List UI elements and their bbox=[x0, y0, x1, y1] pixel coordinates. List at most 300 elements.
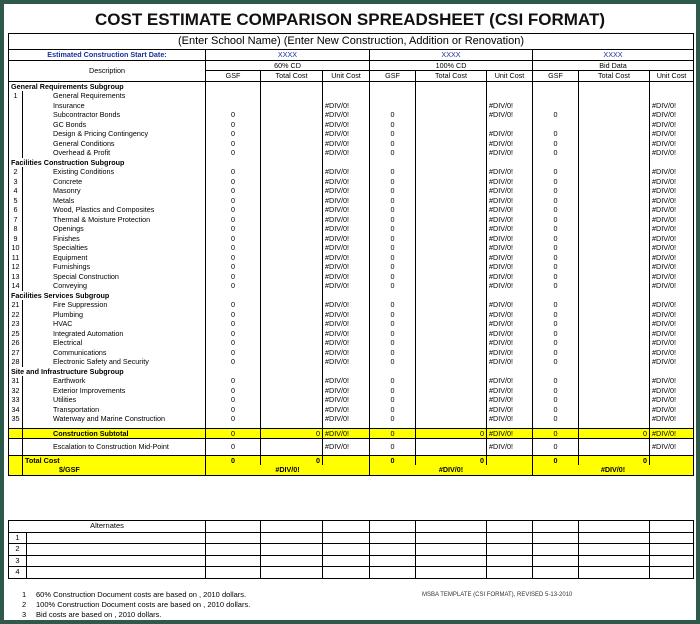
gsf-cell[interactable]: 0 bbox=[533, 148, 579, 158]
gsf-cell[interactable]: 0 bbox=[206, 262, 261, 272]
total-cost-cell[interactable] bbox=[416, 405, 487, 415]
total-cost-cell[interactable] bbox=[261, 139, 323, 149]
gsf-cell[interactable]: 0 bbox=[206, 186, 261, 196]
gsf-cell[interactable]: 0 bbox=[206, 348, 261, 358]
total-cost-cell[interactable] bbox=[579, 129, 650, 139]
unit-cost-cell[interactable]: #DIV/0! bbox=[487, 310, 533, 320]
alternate-cell[interactable] bbox=[650, 532, 694, 544]
total-cost-cell[interactable] bbox=[261, 414, 323, 424]
alternate-cell[interactable] bbox=[261, 544, 323, 556]
gsf-cell[interactable]: 0 bbox=[370, 262, 416, 272]
total-cost-cell[interactable] bbox=[416, 196, 487, 206]
unit-cost-cell[interactable]: #DIV/0! bbox=[487, 405, 533, 415]
gsf-cell[interactable]: 0 bbox=[370, 205, 416, 215]
total-cost-cell[interactable] bbox=[416, 414, 487, 424]
unit-cost-cell[interactable]: #DIV/0! bbox=[650, 428, 694, 439]
alternate-cell[interactable] bbox=[206, 532, 261, 544]
gsf-cell[interactable]: 0 bbox=[533, 281, 579, 291]
unit-cost-cell[interactable]: #DIV/0! bbox=[650, 395, 694, 405]
total-cost-cell[interactable] bbox=[579, 319, 650, 329]
total-cost-cell[interactable] bbox=[416, 395, 487, 405]
total-cost-cell[interactable] bbox=[416, 148, 487, 158]
gsf-cell[interactable]: 0 bbox=[533, 329, 579, 339]
gsf-cell[interactable] bbox=[533, 101, 579, 111]
gsf-cell[interactable]: 0 bbox=[206, 310, 261, 320]
unit-cost-cell[interactable]: #DIV/0! bbox=[650, 234, 694, 244]
gsf-cell[interactable] bbox=[370, 101, 416, 111]
unit-cost-cell[interactable]: #DIV/0! bbox=[323, 253, 370, 263]
total-cost-cell[interactable] bbox=[579, 348, 650, 358]
gsf-cell[interactable]: 0 bbox=[370, 224, 416, 234]
unit-cost-cell[interactable]: #DIV/0! bbox=[650, 338, 694, 348]
total-cost-cell[interactable] bbox=[579, 300, 650, 310]
gsf-cell[interactable]: 0 bbox=[370, 405, 416, 415]
total-cost-cell[interactable] bbox=[416, 120, 487, 130]
total-cost-cell[interactable] bbox=[416, 129, 487, 139]
unit-cost-cell[interactable]: #DIV/0! bbox=[487, 139, 533, 149]
unit-cost-cell[interactable]: #DIV/0! bbox=[650, 262, 694, 272]
alternate-cell[interactable] bbox=[206, 567, 261, 579]
gsf-cell[interactable]: 0 bbox=[533, 310, 579, 320]
gsf-cell[interactable]: 0 bbox=[206, 253, 261, 263]
unit-cost-cell[interactable]: #DIV/0! bbox=[323, 281, 370, 291]
alternate-cell[interactable] bbox=[27, 532, 206, 544]
unit-cost-cell[interactable] bbox=[323, 91, 370, 101]
gsf-cell[interactable]: 0 bbox=[206, 405, 261, 415]
total-cost-cell[interactable] bbox=[261, 110, 323, 120]
alternate-cell[interactable] bbox=[487, 532, 533, 544]
gsf-cell[interactable]: 0 bbox=[206, 376, 261, 386]
gsf-cell[interactable]: 0 bbox=[206, 300, 261, 310]
gsf-cell[interactable]: 0 bbox=[206, 386, 261, 396]
gsf-cell[interactable] bbox=[206, 91, 261, 101]
unit-cost-cell[interactable]: #DIV/0! bbox=[487, 395, 533, 405]
total-cost-cell[interactable] bbox=[579, 386, 650, 396]
total-cost-cell[interactable] bbox=[579, 357, 650, 367]
unit-cost-cell[interactable]: #DIV/0! bbox=[650, 253, 694, 263]
total-cost-cell[interactable] bbox=[579, 310, 650, 320]
unit-cost-cell[interactable]: #DIV/0! bbox=[487, 243, 533, 253]
unit-cost-cell[interactable]: #DIV/0! bbox=[323, 414, 370, 424]
unit-cost-cell[interactable]: #DIV/0! bbox=[323, 148, 370, 158]
total-cost-cell[interactable] bbox=[579, 329, 650, 339]
gsf-cell[interactable]: 0 bbox=[533, 139, 579, 149]
alternate-cell[interactable] bbox=[533, 555, 579, 567]
total-cost-cell[interactable] bbox=[579, 167, 650, 177]
unit-cost-cell[interactable]: #DIV/0! bbox=[650, 281, 694, 291]
gsf-cell[interactable]: 0 bbox=[370, 148, 416, 158]
unit-cost-cell[interactable]: #DIV/0! bbox=[650, 101, 694, 111]
unit-cost-cell[interactable]: #DIV/0! bbox=[650, 272, 694, 282]
alternate-cell[interactable] bbox=[261, 555, 323, 567]
unit-cost-cell[interactable]: #DIV/0! bbox=[487, 262, 533, 272]
gsf-cell[interactable]: 0 bbox=[533, 338, 579, 348]
gsf-cell[interactable]: 0 bbox=[533, 405, 579, 415]
unit-cost-cell[interactable]: #DIV/0! bbox=[650, 177, 694, 187]
gsf-cell[interactable]: 0 bbox=[206, 329, 261, 339]
alternate-cell[interactable] bbox=[323, 532, 370, 544]
alternate-cell[interactable] bbox=[27, 544, 206, 556]
unit-cost-cell[interactable]: #DIV/0! bbox=[323, 234, 370, 244]
alternate-cell[interactable] bbox=[650, 544, 694, 556]
total-cost-cell[interactable] bbox=[416, 262, 487, 272]
total-cost-cell[interactable] bbox=[261, 253, 323, 263]
gsf-cell[interactable]: 0 bbox=[206, 243, 261, 253]
total-cost-cell[interactable] bbox=[261, 300, 323, 310]
total-cost-cell[interactable] bbox=[261, 101, 323, 111]
unit-cost-cell[interactable]: #DIV/0! bbox=[323, 376, 370, 386]
unit-cost-cell[interactable]: #DIV/0! bbox=[487, 148, 533, 158]
unit-cost-cell[interactable]: #DIV/0! bbox=[323, 272, 370, 282]
total-cost-cell[interactable] bbox=[416, 139, 487, 149]
total-cost-cell[interactable] bbox=[416, 338, 487, 348]
alternate-cell[interactable] bbox=[416, 555, 487, 567]
unit-cost-cell[interactable]: #DIV/0! bbox=[650, 376, 694, 386]
unit-cost-cell[interactable]: #DIV/0! bbox=[650, 215, 694, 225]
unit-cost-cell[interactable]: #DIV/0! bbox=[323, 139, 370, 149]
total-cost-cell[interactable] bbox=[261, 262, 323, 272]
unit-cost-cell[interactable]: #DIV/0! bbox=[650, 386, 694, 396]
gsf-cell[interactable]: 0 bbox=[206, 139, 261, 149]
unit-cost-cell[interactable] bbox=[487, 91, 533, 101]
unit-cost-cell[interactable]: #DIV/0! bbox=[650, 329, 694, 339]
gsf-cell[interactable]: 0 bbox=[206, 272, 261, 282]
gsf-cell[interactable]: 0 bbox=[206, 196, 261, 206]
unit-cost-cell[interactable]: #DIV/0! bbox=[487, 329, 533, 339]
total-cost-cell[interactable] bbox=[579, 110, 650, 120]
gsf-cell[interactable]: 0 bbox=[206, 215, 261, 225]
gsf-cell[interactable]: 0 bbox=[370, 357, 416, 367]
unit-cost-cell[interactable]: #DIV/0! bbox=[487, 196, 533, 206]
total-cost-cell[interactable] bbox=[261, 120, 323, 130]
gsf-cell[interactable]: 0 bbox=[533, 224, 579, 234]
total-cost-cell[interactable] bbox=[416, 300, 487, 310]
unit-cost-cell[interactable]: #DIV/0! bbox=[323, 310, 370, 320]
alternate-cell[interactable] bbox=[370, 567, 416, 579]
unit-cost-cell[interactable]: #DIV/0! bbox=[487, 376, 533, 386]
alternate-cell[interactable] bbox=[27, 567, 206, 579]
total-cost-cell[interactable] bbox=[416, 386, 487, 396]
total-cost-cell[interactable] bbox=[416, 234, 487, 244]
gsf-cell[interactable] bbox=[206, 101, 261, 111]
total-cost-cell[interactable] bbox=[579, 281, 650, 291]
alternate-cell[interactable] bbox=[533, 532, 579, 544]
gsf-cell[interactable]: 0 bbox=[533, 272, 579, 282]
unit-cost-cell[interactable]: #DIV/0! bbox=[323, 243, 370, 253]
gsf-cell[interactable]: 0 bbox=[370, 395, 416, 405]
total-cost-cell[interactable] bbox=[416, 205, 487, 215]
total-cost-cell[interactable] bbox=[261, 395, 323, 405]
alternate-cell[interactable] bbox=[27, 555, 206, 567]
total-cost-cell[interactable] bbox=[579, 196, 650, 206]
unit-cost-cell[interactable]: #DIV/0! bbox=[487, 224, 533, 234]
gsf-cell[interactable]: 0 bbox=[533, 177, 579, 187]
unit-cost-cell[interactable]: #DIV/0! bbox=[323, 428, 370, 439]
unit-cost-cell[interactable]: #DIV/0! bbox=[650, 129, 694, 139]
gsf-cell[interactable] bbox=[370, 91, 416, 101]
unit-cost-cell[interactable]: #DIV/0! bbox=[650, 348, 694, 358]
gsf-cell[interactable]: 0 bbox=[206, 110, 261, 120]
alternate-cell[interactable] bbox=[579, 532, 650, 544]
alternate-cell[interactable] bbox=[533, 544, 579, 556]
gsf-cell[interactable]: 0 bbox=[370, 428, 416, 439]
gsf-cell[interactable]: 0 bbox=[370, 329, 416, 339]
gsf-cell[interactable]: 0 bbox=[533, 319, 579, 329]
gsf-cell[interactable]: 0 bbox=[206, 224, 261, 234]
unit-cost-cell[interactable]: #DIV/0! bbox=[323, 357, 370, 367]
unit-cost-cell[interactable]: #DIV/0! bbox=[487, 129, 533, 139]
alternate-cell[interactable] bbox=[579, 555, 650, 567]
unit-cost-cell[interactable]: #DIV/0! bbox=[650, 110, 694, 120]
unit-cost-cell[interactable]: #DIV/0! bbox=[487, 414, 533, 424]
gsf-cell[interactable]: 0 bbox=[370, 120, 416, 130]
total-cost-cell[interactable] bbox=[261, 281, 323, 291]
total-cost-cell[interactable] bbox=[416, 357, 487, 367]
unit-cost-cell[interactable]: #DIV/0! bbox=[323, 215, 370, 225]
gsf-cell[interactable]: 0 bbox=[206, 319, 261, 329]
total-cost-cell[interactable] bbox=[416, 110, 487, 120]
total-cost-cell[interactable] bbox=[416, 224, 487, 234]
gsf-cell[interactable]: 0 bbox=[533, 215, 579, 225]
gsf-cell[interactable]: 0 bbox=[533, 442, 579, 452]
gsf-cell[interactable]: 0 bbox=[533, 300, 579, 310]
alternate-cell[interactable] bbox=[487, 567, 533, 579]
gsf-cell[interactable]: 0 bbox=[370, 196, 416, 206]
alternate-cell[interactable] bbox=[206, 544, 261, 556]
total-cost-cell[interactable]: 0 bbox=[579, 428, 650, 439]
unit-cost-cell[interactable]: #DIV/0! bbox=[487, 177, 533, 187]
unit-cost-cell[interactable]: #DIV/0! bbox=[487, 215, 533, 225]
total-cost-cell[interactable] bbox=[416, 177, 487, 187]
alternate-cell[interactable] bbox=[261, 567, 323, 579]
group-date[interactable]: XXXX bbox=[533, 50, 694, 61]
gsf-cell[interactable]: 0 bbox=[533, 395, 579, 405]
total-cost-cell[interactable] bbox=[579, 177, 650, 187]
total-cost-cell[interactable] bbox=[261, 186, 323, 196]
total-cost-cell[interactable] bbox=[416, 101, 487, 111]
total-cost-cell[interactable] bbox=[416, 215, 487, 225]
total-cost-cell[interactable] bbox=[416, 348, 487, 358]
gsf-cell[interactable]: 0 bbox=[370, 167, 416, 177]
total-cost-cell[interactable] bbox=[416, 272, 487, 282]
total-cost-cell[interactable] bbox=[416, 91, 487, 101]
unit-cost-cell[interactable]: #DIV/0! bbox=[650, 319, 694, 329]
total-cost-cell[interactable] bbox=[261, 376, 323, 386]
alternate-cell[interactable] bbox=[323, 567, 370, 579]
unit-cost-cell[interactable]: #DIV/0! bbox=[323, 329, 370, 339]
gsf-cell[interactable]: 0 bbox=[370, 243, 416, 253]
unit-cost-cell[interactable]: #DIV/0! bbox=[323, 224, 370, 234]
total-cost-cell[interactable] bbox=[579, 414, 650, 424]
total-cost-cell[interactable] bbox=[416, 310, 487, 320]
total-cost-cell[interactable] bbox=[261, 234, 323, 244]
unit-cost-cell[interactable]: #DIV/0! bbox=[323, 177, 370, 187]
gsf-cell[interactable]: 0 bbox=[206, 177, 261, 187]
gsf-cell[interactable]: 0 bbox=[206, 205, 261, 215]
total-cost-cell[interactable] bbox=[416, 186, 487, 196]
alternate-cell[interactable] bbox=[370, 532, 416, 544]
total-cost-cell[interactable] bbox=[416, 243, 487, 253]
unit-cost-cell[interactable]: #DIV/0! bbox=[487, 386, 533, 396]
unit-cost-cell[interactable]: #DIV/0! bbox=[323, 262, 370, 272]
unit-cost-cell[interactable]: #DIV/0! bbox=[323, 186, 370, 196]
unit-cost-cell[interactable]: #DIV/0! bbox=[323, 205, 370, 215]
total-cost-cell[interactable] bbox=[579, 186, 650, 196]
gsf-cell[interactable]: 0 bbox=[370, 310, 416, 320]
unit-cost-cell[interactable]: #DIV/0! bbox=[650, 120, 694, 130]
alternate-cell[interactable] bbox=[650, 555, 694, 567]
gsf-cell[interactable]: 0 bbox=[370, 129, 416, 139]
gsf-cell[interactable]: 0 bbox=[206, 120, 261, 130]
unit-cost-cell[interactable]: #DIV/0! bbox=[487, 234, 533, 244]
unit-cost-cell[interactable]: #DIV/0! bbox=[323, 442, 370, 452]
total-cost-cell[interactable] bbox=[261, 129, 323, 139]
gsf-cell[interactable]: 0 bbox=[533, 348, 579, 358]
unit-cost-cell[interactable]: #DIV/0! bbox=[487, 357, 533, 367]
total-cost-cell[interactable] bbox=[579, 148, 650, 158]
alternate-cell[interactable] bbox=[416, 567, 487, 579]
total-cost-cell[interactable] bbox=[261, 357, 323, 367]
total-cost-cell[interactable] bbox=[261, 167, 323, 177]
unit-cost-cell[interactable]: #DIV/0! bbox=[323, 338, 370, 348]
unit-cost-cell[interactable]: #DIV/0! bbox=[487, 428, 533, 439]
gsf-cell[interactable]: 0 bbox=[533, 234, 579, 244]
gsf-cell[interactable]: 0 bbox=[206, 148, 261, 158]
unit-cost-cell[interactable]: #DIV/0! bbox=[487, 348, 533, 358]
total-cost-cell[interactable]: 0 bbox=[416, 428, 487, 439]
total-cost-cell[interactable] bbox=[416, 442, 487, 452]
total-cost-cell[interactable] bbox=[579, 215, 650, 225]
gsf-cell[interactable]: 0 bbox=[206, 338, 261, 348]
total-cost-cell[interactable] bbox=[579, 101, 650, 111]
gsf-cell[interactable]: 0 bbox=[533, 110, 579, 120]
unit-cost-cell[interactable]: #DIV/0! bbox=[487, 205, 533, 215]
sheet-subtitle[interactable]: (Enter School Name) (Enter New Construction, Addition or Renovation) bbox=[8, 33, 694, 50]
gsf-cell[interactable]: 0 bbox=[370, 186, 416, 196]
total-cost-cell[interactable] bbox=[579, 272, 650, 282]
alternate-cell[interactable] bbox=[206, 555, 261, 567]
unit-cost-cell[interactable]: #DIV/0! bbox=[323, 348, 370, 358]
alternate-cell[interactable] bbox=[370, 555, 416, 567]
total-cost-cell[interactable] bbox=[416, 319, 487, 329]
unit-cost-cell[interactable] bbox=[487, 120, 533, 130]
gsf-cell[interactable]: 0 bbox=[206, 129, 261, 139]
total-cost-cell[interactable] bbox=[579, 405, 650, 415]
total-cost-cell[interactable] bbox=[261, 338, 323, 348]
total-cost-cell[interactable] bbox=[261, 329, 323, 339]
gsf-cell[interactable]: 0 bbox=[370, 139, 416, 149]
unit-cost-cell[interactable]: #DIV/0! bbox=[323, 196, 370, 206]
unit-cost-cell[interactable]: #DIV/0! bbox=[323, 405, 370, 415]
total-cost-cell[interactable] bbox=[261, 177, 323, 187]
unit-cost-cell[interactable]: #DIV/0! bbox=[323, 319, 370, 329]
unit-cost-cell[interactable]: #DIV/0! bbox=[650, 148, 694, 158]
total-cost-cell[interactable] bbox=[261, 243, 323, 253]
gsf-cell[interactable]: 0 bbox=[370, 272, 416, 282]
unit-cost-cell[interactable]: #DIV/0! bbox=[650, 205, 694, 215]
total-cost-cell[interactable] bbox=[261, 310, 323, 320]
gsf-cell[interactable]: 0 bbox=[370, 281, 416, 291]
unit-cost-cell[interactable]: #DIV/0! bbox=[487, 110, 533, 120]
total-cost-cell[interactable] bbox=[261, 386, 323, 396]
total-cost-cell[interactable] bbox=[579, 395, 650, 405]
total-cost-cell[interactable] bbox=[579, 205, 650, 215]
alternate-cell[interactable] bbox=[650, 567, 694, 579]
unit-cost-cell[interactable]: #DIV/0! bbox=[323, 110, 370, 120]
gsf-cell[interactable]: 0 bbox=[370, 177, 416, 187]
group-date[interactable]: XXXX bbox=[370, 50, 533, 61]
unit-cost-cell[interactable]: #DIV/0! bbox=[487, 167, 533, 177]
total-cost-cell[interactable] bbox=[579, 442, 650, 452]
unit-cost-cell[interactable]: #DIV/0! bbox=[323, 167, 370, 177]
total-cost-cell[interactable] bbox=[416, 167, 487, 177]
gsf-cell[interactable]: 0 bbox=[533, 262, 579, 272]
gsf-cell[interactable]: 0 bbox=[370, 414, 416, 424]
unit-cost-cell[interactable]: #DIV/0! bbox=[323, 101, 370, 111]
alternate-cell[interactable] bbox=[370, 544, 416, 556]
alternate-cell[interactable] bbox=[487, 544, 533, 556]
unit-cost-cell[interactable]: #DIV/0! bbox=[323, 395, 370, 405]
gsf-cell[interactable]: 0 bbox=[206, 442, 261, 452]
gsf-cell[interactable]: 0 bbox=[533, 428, 579, 439]
gsf-cell[interactable]: 0 bbox=[533, 414, 579, 424]
gsf-cell[interactable]: 0 bbox=[206, 357, 261, 367]
unit-cost-cell[interactable]: #DIV/0! bbox=[487, 281, 533, 291]
alternate-cell[interactable] bbox=[579, 567, 650, 579]
gsf-cell[interactable]: 0 bbox=[370, 338, 416, 348]
total-cost-cell[interactable] bbox=[579, 139, 650, 149]
total-cost-cell[interactable] bbox=[579, 234, 650, 244]
total-cost-cell[interactable] bbox=[579, 91, 650, 101]
gsf-cell[interactable]: 0 bbox=[533, 386, 579, 396]
alternate-cell[interactable] bbox=[416, 544, 487, 556]
unit-cost-cell[interactable]: #DIV/0! bbox=[323, 129, 370, 139]
gsf-cell[interactable]: 0 bbox=[533, 167, 579, 177]
unit-cost-cell[interactable]: #DIV/0! bbox=[487, 272, 533, 282]
unit-cost-cell[interactable]: #DIV/0! bbox=[650, 414, 694, 424]
gsf-cell[interactable] bbox=[533, 91, 579, 101]
unit-cost-cell[interactable]: #DIV/0! bbox=[323, 300, 370, 310]
gsf-cell[interactable]: 0 bbox=[370, 215, 416, 225]
unit-cost-cell[interactable]: #DIV/0! bbox=[650, 405, 694, 415]
group-date[interactable]: XXXX bbox=[206, 50, 370, 61]
gsf-cell[interactable]: 0 bbox=[533, 186, 579, 196]
gsf-cell[interactable]: 0 bbox=[206, 414, 261, 424]
total-cost-cell[interactable] bbox=[261, 205, 323, 215]
unit-cost-cell[interactable]: #DIV/0! bbox=[650, 139, 694, 149]
unit-cost-cell[interactable]: #DIV/0! bbox=[650, 243, 694, 253]
total-cost-cell[interactable] bbox=[261, 215, 323, 225]
alternate-cell[interactable] bbox=[416, 532, 487, 544]
unit-cost-cell[interactable]: #DIV/0! bbox=[323, 386, 370, 396]
alternate-cell[interactable] bbox=[323, 544, 370, 556]
total-cost-cell[interactable] bbox=[261, 442, 323, 452]
total-cost-cell[interactable] bbox=[261, 319, 323, 329]
alternate-cell[interactable] bbox=[323, 555, 370, 567]
gsf-cell[interactable]: 0 bbox=[533, 357, 579, 367]
total-cost-cell[interactable] bbox=[261, 148, 323, 158]
gsf-cell[interactable]: 0 bbox=[370, 348, 416, 358]
total-cost-cell[interactable] bbox=[416, 253, 487, 263]
gsf-cell[interactable]: 0 bbox=[370, 376, 416, 386]
gsf-cell[interactable]: 0 bbox=[533, 376, 579, 386]
total-cost-cell[interactable] bbox=[579, 376, 650, 386]
total-cost-cell[interactable] bbox=[261, 405, 323, 415]
unit-cost-cell[interactable]: #DIV/0! bbox=[650, 224, 694, 234]
unit-cost-cell[interactable]: #DIV/0! bbox=[487, 338, 533, 348]
total-cost-cell[interactable] bbox=[416, 329, 487, 339]
total-cost-cell[interactable] bbox=[416, 376, 487, 386]
